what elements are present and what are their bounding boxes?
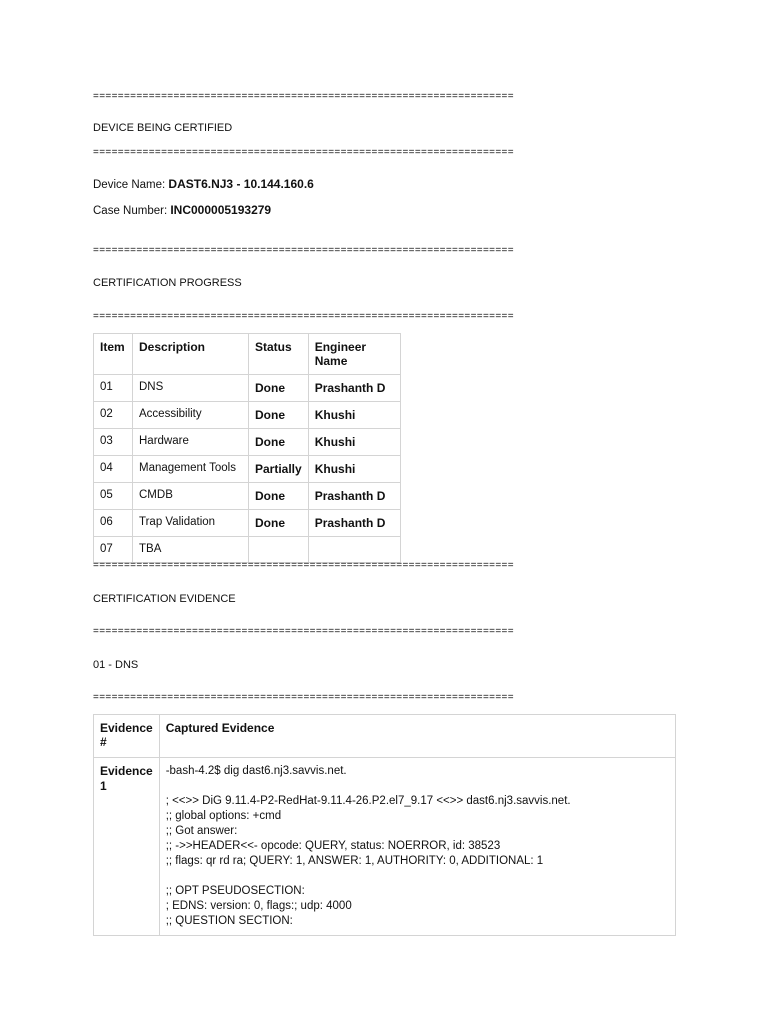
certification-evidence-table: [93, 714, 676, 936]
cell-engineer: [308, 537, 400, 563]
cell-engineer: Khushi: [308, 429, 400, 456]
evidence-line: ;; flags: qr rd ra; QUERY: 1, ANSWER: 1, AUTHORITY: 0, ADDITIONAL: 1: [165, 855, 544, 867]
section-heading-device: DEVICE BEING CERTIFIED: [93, 122, 233, 134]
cell-description: DNS: [133, 375, 249, 402]
header-item: Item: [94, 334, 133, 375]
separator-line: ====================================================================: [93, 311, 514, 322]
case-number-label: Case Number:: [93, 205, 168, 217]
evidence-subheading: 01 - DNS: [93, 659, 139, 671]
header-captured-evidence: Captured Evidence: [159, 715, 675, 758]
device-name-value: DAST6.NJ3 - 10.144.160.6: [168, 177, 314, 191]
cell-status: Done: [249, 510, 309, 537]
table-header-row: [94, 715, 676, 758]
cell-description: CMDB: [133, 483, 249, 510]
evidence-line: [166, 869, 669, 884]
section-heading-progress: CERTIFICATION PROGRESS: [93, 277, 242, 289]
certification-progress-table: [93, 333, 401, 563]
separator-line: ====================================================================: [93, 626, 514, 637]
evidence-line: -bash-4.2$ dig dast6.nj3.savvis.net.: [165, 765, 347, 777]
cell-status: Done: [249, 429, 309, 456]
evidence-line: ;; global options: +cmd: [165, 810, 282, 822]
evidence-label: Evidence 1: [94, 758, 160, 936]
table-row: [94, 510, 401, 537]
cell-status: Done: [249, 402, 309, 429]
table-row: [94, 758, 676, 936]
cell-item: 05: [94, 483, 133, 510]
case-number-field: [93, 203, 271, 218]
cell-item: 01: [94, 375, 133, 402]
device-name-label: Device Name:: [93, 179, 166, 191]
cell-description: Accessibility: [133, 402, 249, 429]
evidence-line: ;; Got answer:: [165, 825, 238, 837]
cell-item: 07: [94, 537, 133, 563]
evidence-line: ; EDNS: version: 0, flags:; udp: 4000: [165, 900, 352, 912]
cell-status: Done: [249, 375, 309, 402]
table-row: [94, 375, 401, 402]
table-header-row: [94, 334, 401, 375]
cell-description: Trap Validation: [133, 510, 249, 537]
separator-line: ====================================================================: [93, 692, 514, 703]
cell-engineer: Prashanth D: [308, 483, 400, 510]
evidence-line: ;; OPT PSEUDOSECTION:: [165, 885, 305, 897]
cell-item: 03: [94, 429, 133, 456]
cell-engineer: Khushi: [308, 402, 400, 429]
separator-line: ====================================================================: [93, 560, 514, 571]
cell-status: Done: [249, 483, 309, 510]
header-evidence-number: Evidence #: [94, 715, 160, 758]
header-engineer-name: Engineer Name: [308, 334, 400, 375]
cell-description: TBA: [133, 537, 249, 563]
evidence-line: [166, 779, 669, 794]
table-row: [94, 402, 401, 429]
header-status: Status: [249, 334, 309, 375]
table-row: [94, 429, 401, 456]
case-number-value: INC000005193279: [170, 203, 272, 217]
cell-engineer: Khushi: [308, 456, 400, 483]
device-name-field: [93, 177, 314, 192]
table-row: [94, 537, 401, 563]
evidence-line: ;; QUESTION SECTION:: [165, 915, 293, 927]
cell-item: 02: [94, 402, 133, 429]
separator-line: ====================================================================: [93, 245, 514, 256]
table-row: [94, 456, 401, 483]
table-row: [94, 483, 401, 510]
cell-status: Partially: [249, 456, 309, 483]
cell-item: 06: [94, 510, 133, 537]
evidence-line: ;; ->>HEADER<<- opcode: QUERY, status: NOERROR, id: 38523: [165, 840, 501, 852]
separator-line: ====================================================================: [93, 91, 514, 102]
cell-status: [249, 537, 309, 563]
cell-description: Management Tools: [133, 456, 249, 483]
captured-evidence-cell: [159, 758, 675, 936]
cell-engineer: Prashanth D: [308, 510, 400, 537]
cell-description: Hardware: [133, 429, 249, 456]
cell-engineer: Prashanth D: [308, 375, 400, 402]
separator-line: ====================================================================: [93, 147, 514, 158]
section-heading-evidence: CERTIFICATION EVIDENCE: [93, 593, 236, 605]
cell-item: 04: [94, 456, 133, 483]
evidence-line: ; <<>> DiG 9.11.4-P2-RedHat-9.11.4-26.P2.el7_9.17 <<>> dast6.nj3.savvis.net.: [165, 795, 571, 807]
header-description: Description: [133, 334, 249, 375]
